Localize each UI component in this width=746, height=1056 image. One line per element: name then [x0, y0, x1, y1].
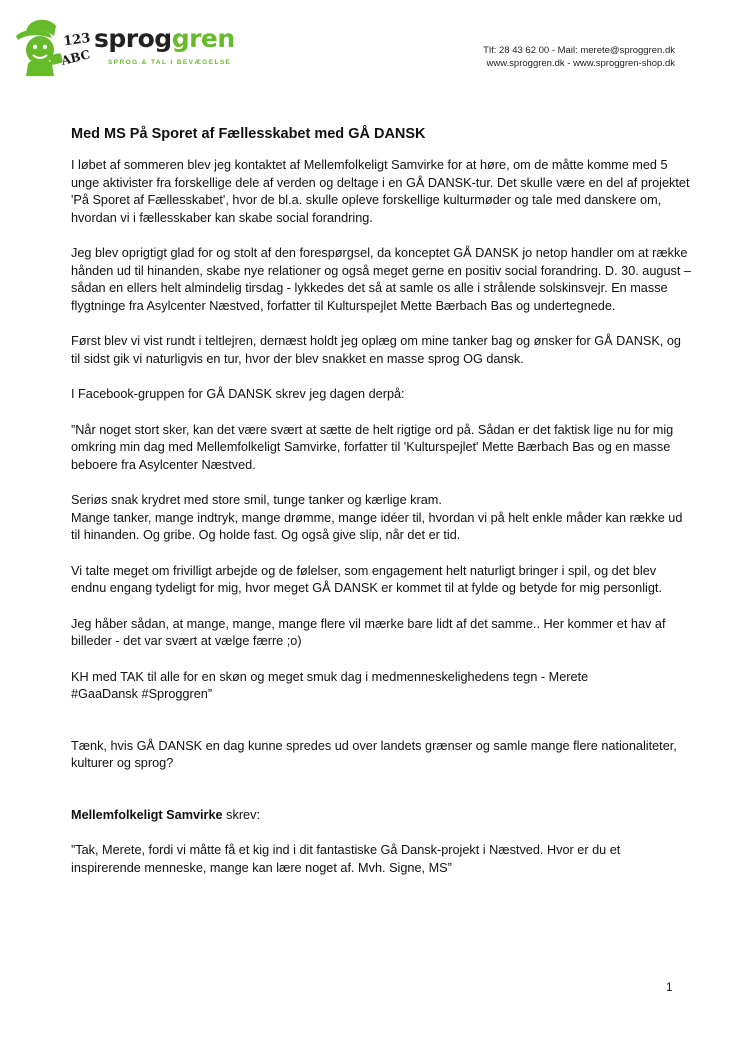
contact-line-websites: www.sproggren.dk - www.sproggren-shop.dk [486, 58, 675, 69]
response-author: Mellemfolkeligt Samvirke [71, 807, 223, 822]
response-quote: ”Tak, Merete, fordi vi måtte få et kig ind i dit fantastiske Gå Dansk-projekt i Næstved. Hvor er du et inspirerende menneske, mange kan lære noget af. Mvh. Signe, MS” [71, 843, 621, 875]
paragraph: Tænk, hvis GÅ DANSK en dag kunne spredes ud over landets grænser og samle mange flere nationaliteter, kulturer og sprog? [71, 738, 677, 770]
quote-line: Seriøs snak krydret med store smil, tunge tanker og kærlige kram. [71, 493, 442, 507]
logo-digits: 123 [62, 30, 92, 50]
document-title: Med MS På Sporet af Fællesskabet med GÅ DANSK [71, 126, 426, 142]
hashtags: #GaaDansk #Sproggren” [71, 687, 213, 701]
quote-line: Mange tanker, mange indtryk, mange drømme, mange idéer til, hvordan vi på helt enkle måder kan række ud til hinanden. Og gribe. Og holde fast. Og også give slip, når det er tid. [71, 510, 683, 542]
response-verb: skrev: [222, 807, 260, 822]
quote-paragraph [71, 492, 691, 545]
contact-info [483, 44, 675, 70]
paragraph: I løbet af sommeren blev jeg kontaktet af Mellemfolkeligt Samvirke for at høre, om de måtte komme med 5 unge aktivister fra forskellige dele af verden og deltage i en GÅ DANSK-tur. Det skulle være en del af projektet 'På Sporet af Fællesskabet', hvor de bl.a. skulle opleve forskellige kulturmøder og tale med danskere om, hvordan vi i fællesskaber kan skabe social forandring. [71, 158, 690, 225]
document-body [71, 125, 691, 895]
paragraph: Jeg blev oprigtigt glad for og stolt af den forespørgsel, da konceptet GÅ DANSK jo netop handler om at række hånden ud til hinanden, skabe nye relationer og også meget gerne en positiv social forandring. D. 30. august – sådan en ellers helt almindelig tirsdag - lykkedes det så at samle os alle i strålende solskinsvejr. En masse flygtninge fra Asylcenter Næstved, forfatter til Kulturspejlet Mette Bærbach Bas og undertegnede. [71, 246, 691, 313]
quote-paragraph: ”Når noget stort sker, kan det være svært at sætte de helt rigtige ord på. Sådan er det faktisk lige nu for mig omkring min dag med Mellemfolkeligt Samvirke, forfatter til 'Kulturspejlet' Mette Bærbach Bas og en masse beboere fra Asylcenter Næstved. [71, 422, 674, 472]
quote-paragraph: Jeg håber sådan, at mange, mange, mange flere vil mærke bare lidt af det samme.. Her kommer et hav af billeder - det var svært at vælge færre ;o) [71, 616, 666, 648]
logo-letters: ABC [59, 47, 92, 68]
quote-signoff [71, 669, 691, 704]
brand-name-part1: sprog [94, 24, 172, 53]
response-intro [71, 807, 691, 825]
quote-paragraph: Vi talte meget om frivilligt arbejde og de følelser, som engagement helt naturligt bringer i spil, og det blev endnu engang tydeligt for mig, hvor meget GÅ DANSK er kommet til at fylde og betyde for mig personligt. [71, 563, 662, 595]
mascot-icon [14, 14, 94, 78]
paragraph: I Facebook-gruppen for GÅ DANSK skrev jeg dagen derpå: [71, 387, 405, 401]
brand-tagline: SPROG & TAL I BEVÆGELSE [108, 59, 232, 66]
brand-name [94, 24, 235, 53]
brand-name-part2: gren [171, 24, 235, 53]
paragraph: Først blev vi vist rundt i teltlejren, dernæst holdt jeg oplæg om mine tanker bag og ønsker for GÅ DANSK, og til sidst gik vi naturligvis en tur, hvor der blev snakket en masse sprog OG dansk. [71, 334, 681, 366]
page-number: 1 [666, 982, 673, 994]
contact-line-phone-mail: Tlf: 28 43 62 00 - Mail: merete@sproggren.dk [483, 45, 675, 56]
quote-line: KH med TAK til alle for en skøn og meget smuk dag i medmenneskelighedens tegn - Merete [71, 669, 589, 684]
